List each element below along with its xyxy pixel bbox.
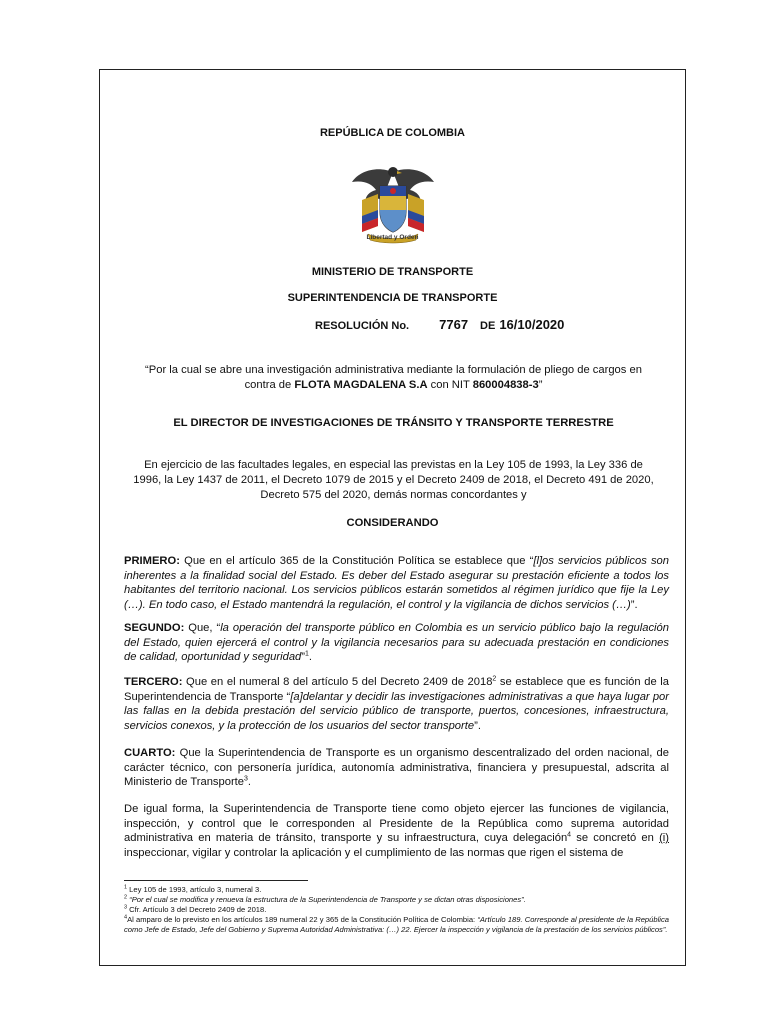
footnote-number: 2	[124, 894, 128, 901]
paragraph-text-2: se concretó en	[571, 832, 660, 845]
paragraph-segundo	[124, 621, 669, 665]
country-heading: REPÚBLICA DE COLOMBIA	[319, 127, 466, 139]
paragraph-label: PRIMERO:	[124, 555, 180, 567]
resolution-label: RESOLUCIÓN No.	[315, 320, 410, 332]
paragraph-end: ”	[301, 651, 305, 664]
paragraph-label: SEGUNDO:	[124, 622, 185, 634]
nit-label: con NIT	[427, 379, 473, 391]
paragraph-text: Que en el artículo 365 de la Constitución Política se establece que “	[179, 555, 534, 567]
list-marker: (i)	[659, 832, 669, 845]
paragraph-text: Que la Superintendencia de Transporte es un organismo descentralizado del orden nacional, de carácter técnico, con personería jurídica, autonomía administrativa, financiera y presupuestal, adscrita al Ministerio de Transporte	[124, 747, 669, 789]
paragraph-tail: .	[247, 776, 252, 789]
paragraph-quote: [a]delantar y decidir las investigaciones administrativas a que haya lugar por las fallas en la debida prestación del servicio público de transporte, puertos, concesiones, infraestructura, servicios conexos, y la protección de los usuarios del sector transporte	[124, 690, 669, 732]
paragraph-tercero	[124, 675, 669, 733]
nit-number: 860004838-3	[472, 379, 539, 391]
paragraph-text-2: se establece que es función de la Superintendencia de Transporte “	[124, 676, 669, 703]
subject-text: “Por la cual se abre una investigación administrativa mediante la formulación de pliego de cargos en contra de	[145, 364, 642, 391]
paragraph-text: Que en el numeral 8 del artículo 5 del Decreto 2409 de 2018	[182, 676, 493, 688]
footnote-divider	[124, 880, 308, 881]
resolution-subject	[130, 363, 657, 393]
superintendency-heading: SUPERINTENDENCIA DE TRANSPORTE	[287, 292, 498, 304]
document-page	[99, 69, 686, 966]
ministry-heading: MINISTERIO DE TRANSPORTE	[311, 266, 474, 278]
footnote-ref: 4	[567, 831, 572, 839]
paragraph-end: ”.	[630, 598, 638, 611]
paragraph-text: Que, “	[184, 622, 221, 634]
paragraph-label: TERCERO:	[124, 676, 183, 688]
paragraph-igual-forma	[124, 802, 669, 860]
footnote-ref: 1	[305, 650, 309, 658]
paragraph-label: CUARTO:	[124, 747, 176, 759]
footnote-text: Ley 105 de 1993, artículo 3, numeral 3.	[127, 885, 262, 894]
paragraph-tail: .	[308, 651, 313, 664]
footnote-text: “Por el cual se modifica y renueva la estructura de la Superintendencia de Transporte y se dictan otras disposiciones”.	[127, 895, 526, 904]
footnote-quote: “Artículo 189. Corresponde al presidente de la República como Jefe de Estado, Jefe del Gobierno y Suprema Autoridad Administrativa: (…) 22. Ejercer la inspección y vigilancia de la prestación de los servicios públicos”.	[124, 915, 669, 934]
footnote-number: 1	[124, 884, 128, 891]
footnote-text: Al amparo de lo previsto en los artículos 189 numeral 22 y 365 de la Constitución Política de Colombia:	[127, 915, 478, 924]
paragraph-text-3: inspeccionar, vigilar y controlar la aplicación y el cumplimiento de las normas que rigen el sistema de	[124, 846, 624, 859]
legal-basis-paragraph: En ejercicio de las facultades legales, en especial las previstas en la Ley 105 de 1993, la Ley 336 de 1996, la Ley 1437 de 2011, el Decreto 1079 de 2015 y el Decreto 2409 de 2018, el Decreto 491 de 2020, Decreto 575 del 2020, demás normas concordantes y	[133, 459, 654, 501]
considerando-heading: CONSIDERANDO	[346, 517, 439, 529]
footnote-ref: 3	[244, 775, 248, 783]
director-heading: EL DIRECTOR DE INVESTIGACIONES DE TRÁNSITO Y TRANSPORTE TERRESTRE	[173, 417, 614, 429]
coat-of-arms-motto: Libertad y Orden	[366, 234, 419, 241]
resolution-line	[315, 317, 564, 332]
footnote-1	[124, 885, 669, 895]
company-name: FLOTA MAGDALENA S.A	[294, 379, 428, 391]
footnote-number: 3	[124, 904, 128, 911]
footnote-2	[124, 895, 669, 905]
paragraph-text: De igual forma, la Superintendencia de Transporte tiene como objeto ejercer las funciones de vigilancia, inspección, y control que le corresponden al Presidente de la República como suprema autoridad administrativa en materia de tránsito, transporte y su infraestructura, cuya delegación	[124, 803, 669, 845]
footnote-4	[124, 915, 669, 934]
footnote-number: 4	[124, 914, 128, 921]
footnote-ref: 2	[492, 675, 497, 683]
paragraph-quote: la operación del transporte público en Colombia es un servicio público bajo la regulación del Estado, quien ejercerá el control y la vigilancia necesarios para su adecuada prestación en condiciones de calidad, oportunidad y seguridad	[124, 622, 669, 664]
paragraph-end: ”.	[474, 719, 481, 732]
resolution-date: 16/10/2020	[499, 317, 565, 332]
resolution-number: 7767	[439, 317, 469, 332]
paragraph-cuarto	[124, 746, 669, 790]
footnote-3	[124, 905, 669, 915]
subject-close-quote: ”	[538, 379, 543, 391]
date-prefix: DE	[480, 320, 496, 332]
paragraph-primero	[124, 554, 669, 612]
footnote-text: Cfr. Artículo 3 del Decreto 2409 de 2018.	[127, 905, 267, 914]
paragraph-quote: [l]os servicios públicos son inherentes a la finalidad social del Estado. Es deber del Estado asegurar su prestación eficiente a todos los habitantes del territorio nacional. Los servicios públicos estarán sometidos al régimen jurídico que fije la Ley (…). En todo caso, el Estado mantendrá la regulación, el control y la vigilancia de dichos servicios (…)	[124, 555, 669, 611]
